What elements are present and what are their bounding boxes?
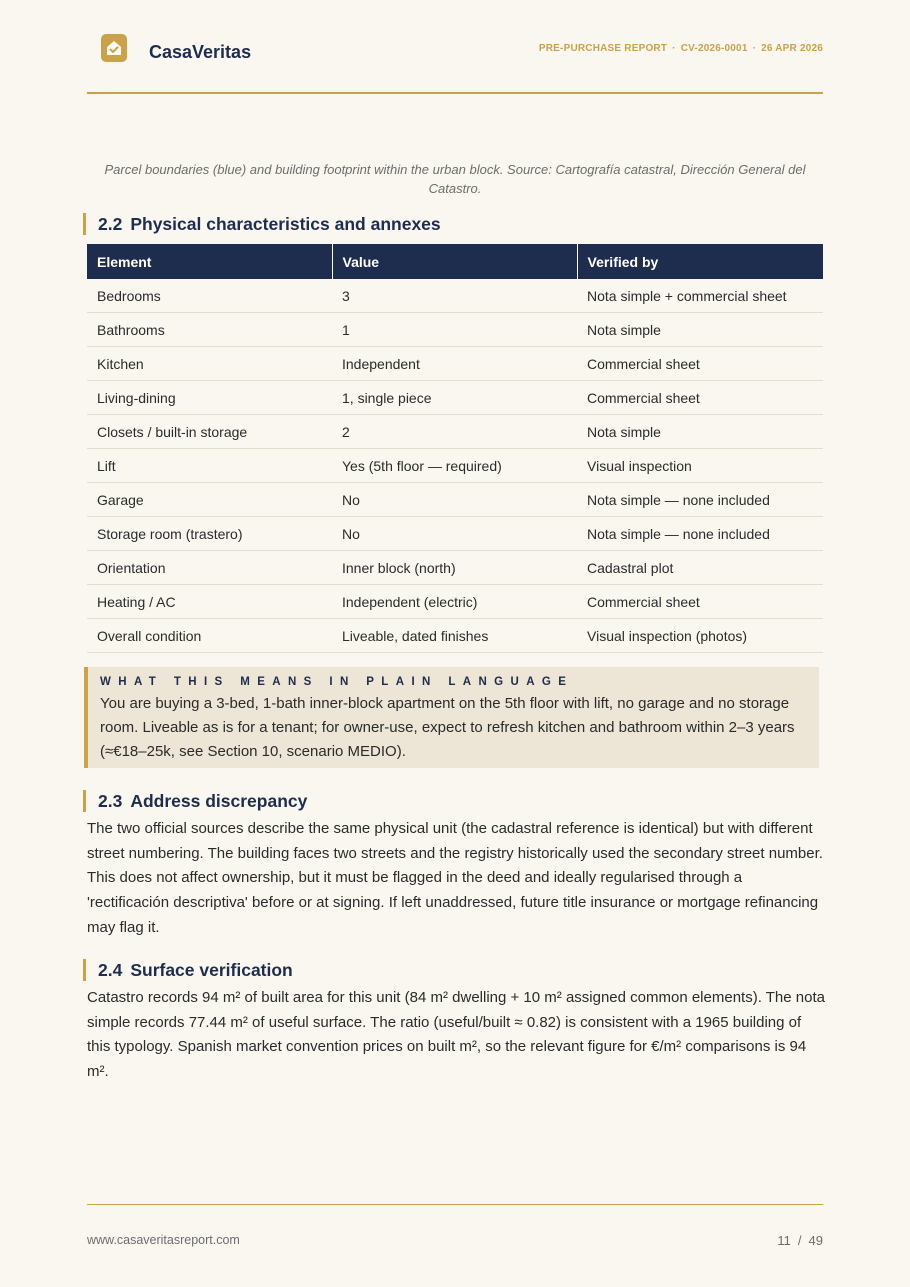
section-number: 2.4 bbox=[98, 960, 123, 980]
table-cell: Nota simple bbox=[577, 415, 823, 449]
table-row bbox=[87, 551, 823, 585]
table-cell: No bbox=[332, 517, 577, 551]
table-cell: Bathrooms bbox=[87, 313, 332, 347]
table-cell: Commercial sheet bbox=[577, 347, 823, 381]
meta-separator: · bbox=[672, 43, 676, 54]
table-row bbox=[87, 449, 823, 483]
table-cell: 3 bbox=[332, 279, 577, 313]
report-type: PRE-PURCHASE REPORT bbox=[538, 43, 668, 54]
table-cell: Bedrooms bbox=[87, 279, 332, 313]
table-cell: 1, single piece bbox=[332, 381, 577, 415]
section-heading: Address discrepancy bbox=[130, 791, 308, 811]
table-cell: No bbox=[332, 483, 577, 517]
page-number bbox=[777, 1233, 823, 1248]
section-heading: Surface verification bbox=[130, 960, 293, 980]
table-cell: 1 bbox=[332, 313, 577, 347]
table-cell: Closets / built-in storage bbox=[87, 415, 332, 449]
table-cell: Visual inspection bbox=[577, 449, 823, 483]
address-discrepancy-text: The two official sources describe the same physical unit (the cadastral reference is identical) but with different street numbering. The building faces two streets and the registry historically used the secondary street number. This does not affect ownership, but it must be flagged in the deed and ideally regularised through a 'rectificación descriptiva' before or at signing. If left unaddressed, future title insurance or mortgage refinancing may flag it. bbox=[87, 820, 823, 936]
section-title-address bbox=[83, 790, 838, 812]
table-row bbox=[87, 313, 823, 347]
table-row bbox=[87, 347, 823, 381]
table-row bbox=[87, 517, 823, 551]
page-header bbox=[87, 30, 823, 94]
table-row bbox=[87, 279, 823, 313]
table-cell: Independent (electric) bbox=[332, 585, 577, 619]
section-title-surface bbox=[83, 959, 838, 981]
table-cell: 2 bbox=[332, 415, 577, 449]
callout-text: You are buying a 3-bed, 1-bath inner-block apartment on the 5th floor with lift, no garage and no storage room. Liveable as is for a tenant; for owner-use, expect to refresh kitchen and bathroom within 2–3 years (≈€18–25k, see Section 10, scenario MEDIO). bbox=[100, 695, 795, 760]
table-cell: Lift bbox=[87, 449, 332, 483]
section-number: 2.2 bbox=[98, 214, 123, 234]
page-separator: / bbox=[797, 1233, 802, 1248]
table-cell: Kitchen bbox=[87, 347, 332, 381]
table-header-row bbox=[87, 244, 823, 279]
table-row bbox=[87, 381, 823, 415]
table-cell: Nota simple — none included bbox=[577, 483, 823, 517]
table-cell: Commercial sheet bbox=[577, 381, 823, 415]
report-date: 26 APR 2026 bbox=[761, 43, 823, 54]
report-id: CV-2026-0001 bbox=[680, 43, 748, 54]
column-header: Value bbox=[332, 244, 577, 279]
section-number: 2.3 bbox=[98, 791, 123, 811]
physical-characteristics-table bbox=[87, 244, 823, 653]
table-cell: Garage bbox=[87, 483, 332, 517]
table-cell: Nota simple bbox=[577, 313, 823, 347]
table-cell: Yes (5th floor — required) bbox=[332, 449, 577, 483]
footer-url[interactable]: www.casaveritasreport.com bbox=[87, 1233, 240, 1247]
table-row bbox=[87, 619, 823, 653]
footer-divider bbox=[87, 1204, 823, 1205]
table-cell: Cadastral plot bbox=[577, 551, 823, 585]
table-cell: Independent bbox=[332, 347, 577, 381]
page-current: 11 bbox=[777, 1233, 791, 1248]
column-header: Verified by bbox=[577, 244, 823, 279]
column-header: Element bbox=[87, 244, 332, 279]
page-total: 49 bbox=[808, 1233, 823, 1248]
table-cell: Nota simple + commercial sheet bbox=[577, 279, 823, 313]
table-cell: Heating / AC bbox=[87, 585, 332, 619]
table-row bbox=[87, 483, 823, 517]
table-cell: Living-dining bbox=[87, 381, 332, 415]
table-cell: Visual inspection (photos) bbox=[577, 619, 823, 653]
table-cell: Inner block (north) bbox=[332, 551, 577, 585]
table-cell: Nota simple — none included bbox=[577, 517, 823, 551]
table-cell: Overall condition bbox=[87, 619, 332, 653]
figure-caption: Parcel boundaries (blue) and building footprint within the urban block. Source: Cartografía catastral, Dirección General del Catastro. bbox=[104, 162, 806, 196]
section-title-physical bbox=[83, 213, 838, 235]
table-row bbox=[87, 415, 823, 449]
table-cell: Orientation bbox=[87, 551, 332, 585]
report-meta bbox=[539, 43, 823, 54]
table-row bbox=[87, 585, 823, 619]
table-cell: Commercial sheet bbox=[577, 585, 823, 619]
table-cell: Storage room (trastero) bbox=[87, 517, 332, 551]
surface-verification-text: Catastro records 94 m² of built area for this unit (84 m² dwelling + 10 m² assigned common elements). The nota simple records 77.44 m² of useful surface. The ratio (useful/built ≈ 0.82) is consistent with a 1965 building of this typology. Spanish market convention prices on built m², so the relevant figure for €/m² comparisons is 94 m². bbox=[87, 989, 825, 1081]
meta-separator: · bbox=[752, 43, 757, 54]
callout-label: WHAT THIS MEANS IN PLAIN LANGUAGE bbox=[100, 676, 574, 688]
house-check-icon bbox=[101, 34, 127, 62]
section-heading: Physical characteristics and annexes bbox=[130, 214, 441, 234]
brand-name: CasaVeritas bbox=[149, 42, 252, 62]
table-cell: Liveable, dated finishes bbox=[332, 619, 577, 653]
plain-language-callout bbox=[84, 667, 819, 768]
